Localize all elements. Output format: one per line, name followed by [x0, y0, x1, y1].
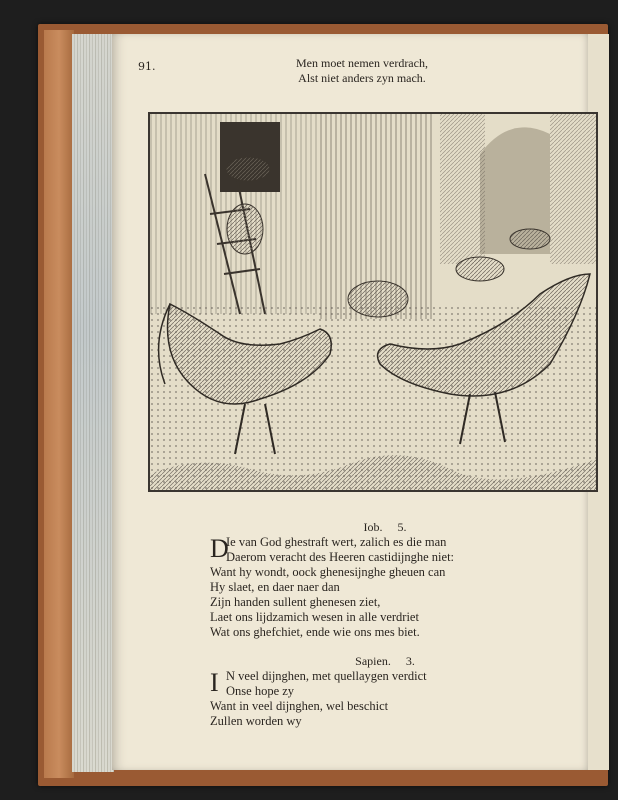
engraving-illustration — [148, 112, 598, 492]
verse-line: Zijn handen sullent ghenesen ziet, — [210, 595, 381, 609]
cover-spine-edge — [44, 30, 74, 778]
verse-reference-1: Iob. 5. — [363, 520, 407, 534]
verse-line: Want hy wondt, oock ghenesijnghe gheuen can — [210, 565, 446, 579]
page-number: 91. — [138, 60, 156, 73]
verse-block-1 — [210, 535, 550, 640]
verse-block-2 — [210, 669, 550, 729]
page-stack-edge — [72, 34, 114, 772]
verse-line: Daerom veracht des Heeren castidijnghe niet: — [226, 550, 455, 564]
verse-line: Want in veel dijnghen, wel beschict — [210, 699, 389, 713]
verse-line: Laet ons lijdzamich wesen in alle verdriet — [210, 610, 419, 624]
book-page — [112, 34, 588, 770]
verse-text — [210, 520, 550, 729]
verse-line: Wat ons ghefchiet, ende wie ons mes biet. — [210, 625, 420, 639]
verse-line: N veel dijnghen, met quellaygen verdict — [226, 669, 427, 683]
verse-line: Ie van God ghestraft wert, zalich es die man — [226, 535, 447, 549]
verse-line: Hy slaet, en daer naer dan — [210, 580, 340, 594]
page-header — [232, 56, 492, 86]
header-line-1: Men moet nemen verdrach, — [296, 56, 428, 70]
verse-line: Zullen worden wy — [210, 714, 302, 728]
verse-line: Onse hope zy — [226, 684, 295, 698]
dropcap-2: I — [210, 668, 219, 697]
header-line-2: Alst niet anders zyn mach. — [298, 71, 426, 85]
dropcap-1: D — [210, 534, 229, 563]
verse-reference-2: Sapien. 3. — [355, 654, 415, 668]
